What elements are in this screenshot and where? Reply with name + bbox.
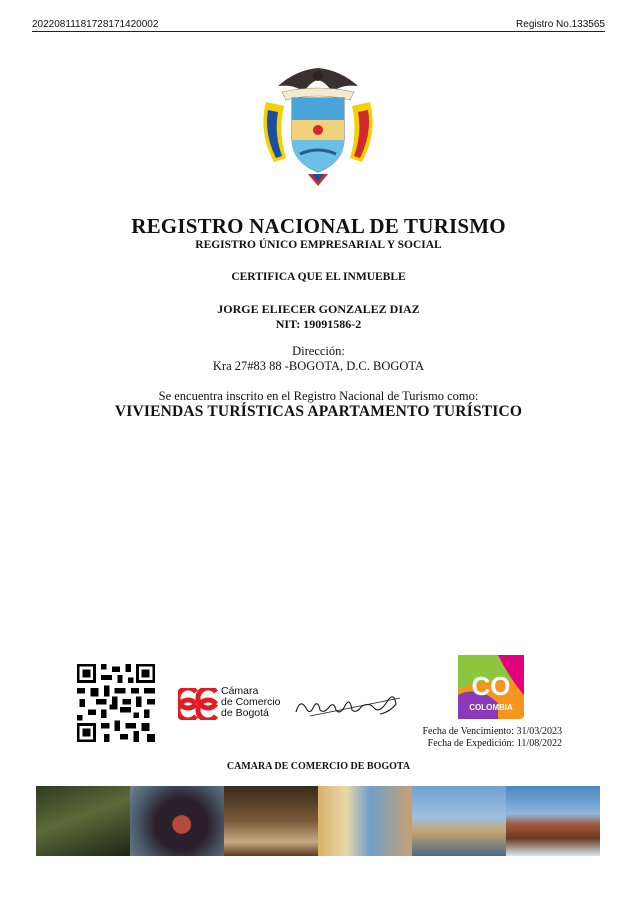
address-label: Dirección: <box>292 344 345 358</box>
certifies-label: CERTIFICA QUE EL INMUEBLE <box>231 271 406 283</box>
registry-number: Registro No.133565 <box>516 19 605 30</box>
tourism-photo-banner <box>36 786 600 856</box>
expiry-date: Fecha de Vencimiento: 31/03/2023 <box>422 726 562 737</box>
coat-of-arms-seal <box>256 62 380 190</box>
photo-colonial-street <box>318 786 412 856</box>
co-mark: CO <box>471 671 511 701</box>
signature <box>290 686 410 722</box>
document-subtitle: REGISTRO ÚNICO EMPRESARIAL Y SOCIAL <box>195 239 442 251</box>
qr-code <box>77 664 155 742</box>
owner-name: JORGE ELIECER GONZALEZ DIAZ <box>217 302 420 316</box>
ccb-logo-icon <box>178 688 218 720</box>
ccb-logo-text <box>221 686 281 719</box>
registration-category: VIVIENDAS TURÍSTICAS APARTAMENTO TURÍSTICO <box>114 403 523 420</box>
photo-forest <box>36 786 130 856</box>
document-code: 20220811181728171420002 <box>32 19 159 30</box>
registration-statement: Se encuentra inscrito en el Registro Nacional de Turismo como: <box>158 389 479 403</box>
ccb-line-3: de Bogotá <box>221 707 269 719</box>
photo-cathedral <box>412 786 506 856</box>
issue-date: Fecha de Expedición: 11/08/2022 <box>427 738 562 749</box>
colombia-brand-logo <box>458 655 524 719</box>
address-value: Kra 27#83 88 -BOGOTA, D.C. BOGOTA <box>212 359 425 373</box>
issuer-name: CAMARA DE COMERCIO DE BOGOTA <box>226 761 411 772</box>
dates-block <box>412 726 562 750</box>
photo-condor <box>130 786 224 856</box>
owner-block <box>0 302 637 332</box>
owner-nit: NIT: 19091586-2 <box>275 317 362 331</box>
ccb-line-1: Cámara <box>221 685 259 697</box>
photo-crafts <box>224 786 318 856</box>
address-block <box>0 344 637 374</box>
document-title: REGISTRO NACIONAL DE TURISMO <box>131 214 506 238</box>
ccb-line-2: de Comercio <box>221 696 281 708</box>
co-label: COLOMBIA <box>469 703 513 712</box>
photo-rock-formation <box>506 786 600 856</box>
page-header <box>32 16 605 32</box>
